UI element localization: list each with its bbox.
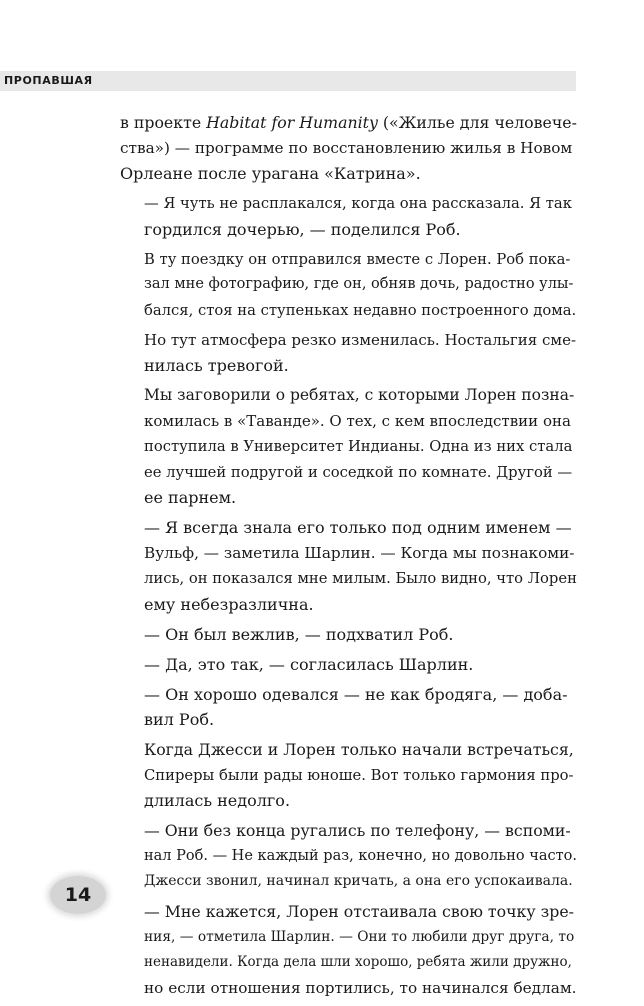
project-name: Habitat for Humanity: [206, 113, 378, 132]
text-line: В ту поездку он отправился вместе с Лорен. Роб пока-: [144, 250, 571, 268]
paragraph: [120, 622, 577, 648]
text-line: ее лучшей подругой и соседкой по комнате. Другой —: [144, 463, 573, 481]
text-line: Спиреры были рады юноше. Вот только гармония про-: [144, 766, 574, 784]
body-text: [120, 110, 577, 1006]
text-line: Орлеане после урагана «Катрина».: [120, 164, 421, 183]
paragraph: [120, 110, 577, 187]
paragraph: [120, 383, 577, 511]
text-line: ему небезразлична.: [144, 594, 314, 614]
paragraph: [120, 682, 577, 733]
text-line: комилась в «Таванде». О тех, с кем впоследствии она: [144, 411, 571, 430]
text-line: ненавидели. Когда дела шли хорошо, ребята жили дружно,: [144, 954, 572, 970]
text-line: Мы заговорили о ребятах, с которыми Лорен позна-: [144, 386, 575, 404]
text-line: нал Роб. — Не каждый раз, конечно, но довольно часто.: [144, 847, 577, 864]
text-line: Когда Джесси и Лорен только начали встречаться,: [144, 740, 574, 759]
text-line: гордился дочерью, — поделился Роб.: [144, 219, 461, 239]
text-line: ния, — отметила Шарлин. — Они то любили друг друга, то: [144, 928, 575, 945]
paragraph: [120, 652, 577, 678]
paragraph: [120, 515, 577, 617]
text-line: зал мне фотографию, где он, обняв дочь, радостно улы-: [144, 276, 574, 292]
text-line: — Они без конца ругались по телефону, — вспоми-: [144, 821, 571, 840]
paragraph: [120, 737, 577, 814]
paragraph: [120, 818, 577, 895]
running-head: ПРОПАВШАЯ: [4, 74, 93, 87]
text-line: ее парнем.: [144, 488, 237, 507]
text-line: Джесси звонил, начинал кричать, а она его успокаивала.: [144, 873, 573, 889]
text-line: ства») — программе по восстановлению жилья в Новом: [120, 138, 573, 157]
page-number: 14: [64, 884, 92, 906]
text-line: — Я чуть не расплакался, когда она рассказала. Я так: [144, 195, 572, 212]
text-line: бался, стоя на ступеньках недавно построенного дома.: [144, 301, 577, 319]
text-line: лись, он показался мне милым. Было видно, что Лорен: [144, 570, 577, 587]
text-line: поступила в Университет Индианы. Одна из них стала: [144, 438, 573, 455]
paragraph: [120, 899, 577, 1001]
text-line: нилась тревогой.: [144, 356, 289, 375]
text-line: — Он был вежлив, — подхватил Роб.: [144, 624, 454, 644]
paragraph: [120, 191, 577, 242]
text-line: Но тут атмосфера резко изменилась. Ностальгия сме-: [144, 330, 577, 349]
text-line: вил Роб.: [144, 710, 215, 729]
text-line: — Да, это так, — согласилась Шарлин.: [144, 654, 474, 674]
text-line: в проекте Habitat for Humanity («Жилье для человече-: [120, 113, 577, 132]
text-line: — Он хорошо одевался — не как бродяга, — доба-: [144, 684, 568, 704]
text-line: длилась недолго.: [144, 791, 291, 810]
text-line: Вульф, — заметила Шарлин. — Когда мы познакоми-: [144, 543, 575, 562]
text-line: но если отношения портились, то начинался бедлам.: [144, 978, 577, 997]
paragraph: [120, 328, 577, 379]
paragraph: [120, 247, 577, 324]
text-line: — Мне кажется, Лорен отстаивала свою точку зре-: [144, 902, 574, 921]
text-line: — Я всегда знала его только под одним именем —: [144, 518, 572, 537]
